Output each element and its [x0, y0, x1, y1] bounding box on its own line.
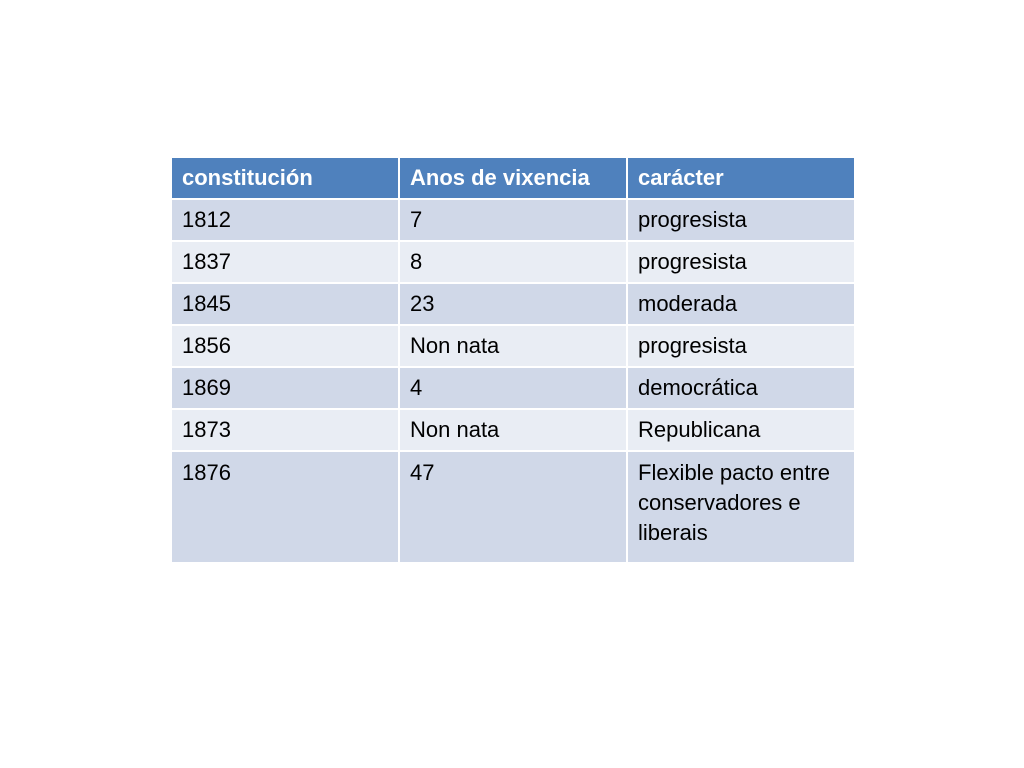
constitutions-table: [170, 156, 856, 564]
cell-year: 1845: [171, 283, 399, 325]
cell-character: Flexible pacto entre conservadores e liberais: [627, 451, 855, 563]
cell-character: progresista: [627, 325, 855, 367]
cell-year: 1869: [171, 367, 399, 409]
cell-character: progresista: [627, 199, 855, 241]
cell-years-in-force: 23: [399, 283, 627, 325]
cell-character: moderada: [627, 283, 855, 325]
cell-year: 1812: [171, 199, 399, 241]
table-row: [171, 367, 855, 409]
table-header-row: [171, 157, 855, 199]
cell-character: progresista: [627, 241, 855, 283]
table-row: [171, 283, 855, 325]
cell-year: 1873: [171, 409, 399, 451]
cell-year: 1876: [171, 451, 399, 563]
header-caracter: carácter: [627, 157, 855, 199]
header-anos-de-vixencia: Anos de vixencia: [399, 157, 627, 199]
cell-year: 1856: [171, 325, 399, 367]
table-row: [171, 241, 855, 283]
cell-years-in-force: 47: [399, 451, 627, 563]
cell-character: democrática: [627, 367, 855, 409]
cell-years-in-force: Non nata: [399, 409, 627, 451]
cell-years-in-force: 7: [399, 199, 627, 241]
header-constitucion: constitución: [171, 157, 399, 199]
table-row: [171, 451, 855, 563]
table-row: [171, 199, 855, 241]
cell-years-in-force: Non nata: [399, 325, 627, 367]
table-row: [171, 325, 855, 367]
cell-year: 1837: [171, 241, 399, 283]
cell-years-in-force: 8: [399, 241, 627, 283]
table-row: [171, 409, 855, 451]
cell-years-in-force: 4: [399, 367, 627, 409]
cell-character: Republicana: [627, 409, 855, 451]
